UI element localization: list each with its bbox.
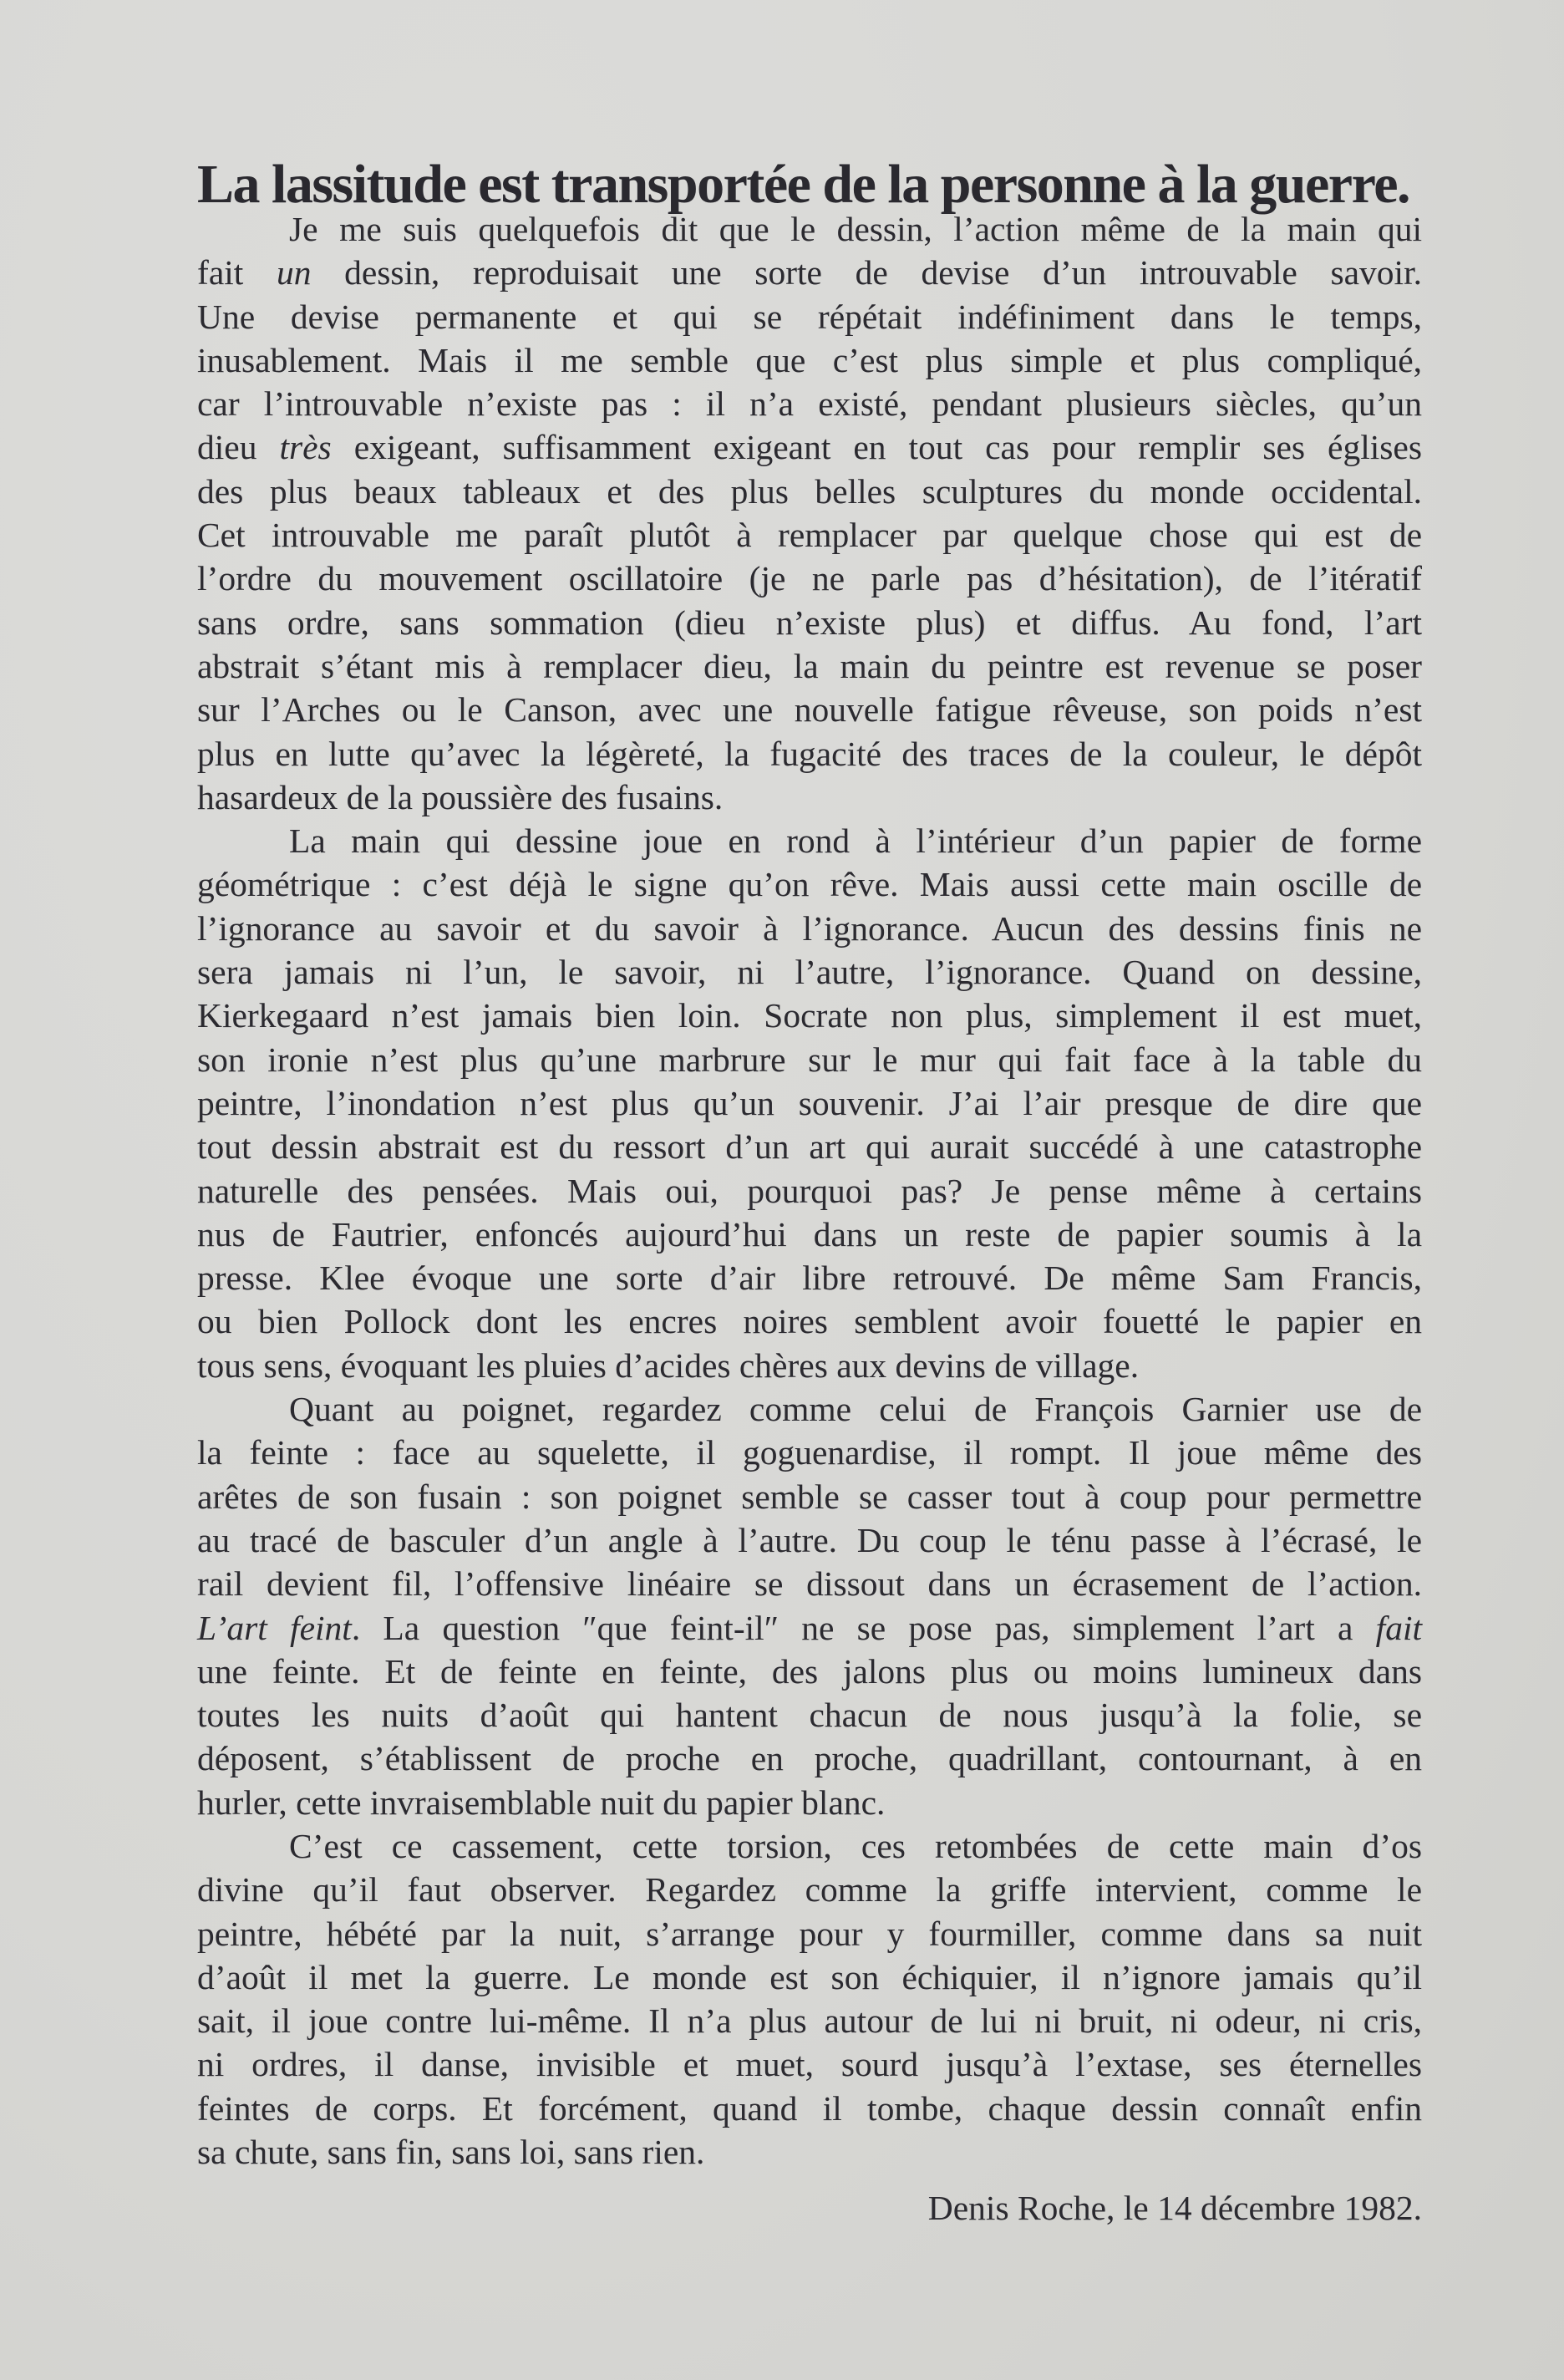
text-line (197, 1737, 1422, 1780)
text-line (197, 2042, 1422, 2086)
text-run: d’août il met la guerre. Le monde est son échiquier, il n’ignore jamais qu’il (197, 1957, 1422, 1996)
text-line (197, 557, 1422, 600)
text-line (197, 1256, 1422, 1299)
text-line (197, 251, 1422, 294)
text-line (197, 1868, 1422, 1911)
text-run: l’ignorance au savoir et du savoir à l’ignorance. Aucun des dessins finis ne (197, 908, 1422, 948)
text-line (197, 1999, 1422, 2042)
text-line (197, 1650, 1422, 1693)
text-run: sa chute, sans fin, sans loi, sans rien. (197, 2133, 705, 2172)
text-line (197, 1431, 1422, 1474)
text-run: sans ordre, sans sommation (dieu n’existe plus) et diffus. Au fond, l’art (197, 603, 1422, 642)
text-run: déposent, s’établissent de proche en proche, quadrillant, contournant, à en (197, 1739, 1422, 1778)
text-line (197, 1387, 1422, 1431)
paragraph (197, 1387, 1422, 1824)
text-line (197, 382, 1422, 425)
text-line (197, 513, 1422, 557)
text-run: Je me suis quelquefois dit que le dessin, l’action même de la main qui (289, 210, 1422, 248)
text-line (197, 994, 1422, 1037)
document-body (197, 207, 1422, 2174)
text-run: dessin, reproduisait une sorte de devise d’un introuvable savoir. (311, 253, 1422, 292)
text-run: une feinte. Et de feinte en feinte, des jalons plus ou moins lumineux dans (197, 1651, 1422, 1691)
text-run: divine qu’il faut observer. Regardez comme la griffe intervient, comme le (197, 1870, 1422, 1910)
text-line (197, 1518, 1422, 1562)
text-run: toutes les nuits d’août qui hantent chacun de nous jusqu’à la folie, se (197, 1696, 1422, 1735)
text-line (197, 338, 1422, 382)
text-run: abstrait s’étant mis à remplacer dieu, la main du peintre est revenue se poser (197, 646, 1422, 685)
text-line (197, 425, 1422, 469)
text-run: ni ordres, il danse, invisible et muet, sourd jusqu’à l’extase, ses éternelles (197, 2045, 1422, 2084)
italic-text-run: fait (1375, 1608, 1423, 1647)
italic-text-run: L’art feint (197, 1608, 352, 1647)
document-title: La lassitude est transportée de la personne à la guerre. (197, 154, 1409, 216)
text-run: inusablement. Mais il me semble que c’est plus simple et plus compliqué, (197, 340, 1422, 379)
text-run: l’ordre du mouvement oscillatoire (je ne parle pas d’hésitation), de l’itératif (197, 559, 1422, 598)
text-run: arêtes de son fusain : son poignet semble se casser tout à coup pour permettre (197, 1477, 1422, 1516)
text-line (197, 1475, 1422, 1518)
text-run: fait (197, 253, 277, 292)
text-run: des plus beaux tableaux et des plus belles sculptures du monde occidental. (197, 471, 1422, 511)
text-line (197, 1912, 1422, 1955)
text-run: hurler, cette invraisemblable nuit du papier blanc. (197, 1782, 886, 1822)
text-line (197, 1781, 1422, 1824)
text-run: Kierkegaard n’est jamais bien loin. Socrate non plus, simplement il est muet, (197, 996, 1422, 1035)
text-run: tout dessin abstrait est du ressort d’un art qui aurait succédé à une catastrophe (197, 1127, 1422, 1167)
italic-text-run: très (279, 428, 332, 467)
text-line (197, 644, 1422, 688)
paragraph (197, 819, 1422, 1387)
text-line (197, 1344, 1422, 1387)
text-line (197, 470, 1422, 513)
text-run: rail devient fil, l’offensive linéaire se dissout dans un écrasement de l’action. (197, 1564, 1422, 1604)
text-run: hasardeux de la poussière des fusains. (197, 777, 724, 816)
text-run: Une devise permanente et qui se répétait indéfiniment dans le temps, (197, 297, 1422, 336)
text-run: sur l’Arches ou le Canson, avec une nouvelle fatigue rêveuse, son poids n’est (197, 690, 1422, 730)
text-run: peintre, hébété par la nuit, s’arrange pour y fourmiller, comme dans sa nuit (197, 1914, 1422, 1953)
text-run: Quant au poignet, regardez comme celui de François Garnier use de (289, 1390, 1422, 1429)
text-run: la feinte : face au squelette, il goguenardise, il rompt. Il joue même des (197, 1433, 1422, 1472)
text-line (197, 776, 1422, 819)
paragraph (197, 207, 1422, 819)
text-line (197, 819, 1422, 862)
text-line (197, 1693, 1422, 1737)
text-run: La main qui dessine joue en rond à l’intérieur d’un papier de forme (289, 821, 1422, 861)
text-line (197, 207, 1422, 251)
text-line (197, 688, 1422, 731)
italic-text-run: un (276, 253, 312, 292)
signature-line: Denis Roche, le 14 décembre 1982. (927, 2189, 1422, 2227)
text-run: feintes de corps. Et forcément, quand il tombe, chaque dessin connaît enfin (197, 2088, 1422, 2128)
text-line (197, 601, 1422, 644)
paragraph (197, 1824, 1422, 2174)
text-run: géométrique : c’est déjà le signe qu’on rêve. Mais aussi cette main oscille de (197, 865, 1422, 904)
text-run: tous sens, évoquant les pluies d’acides chères aux devins de village. (197, 1345, 1140, 1385)
text-line (197, 1299, 1422, 1343)
text-run: presse. Klee évoque une sorte d’air libre retrouvé. De même Sam Francis, (197, 1259, 1422, 1298)
text-run: naturelle des pensées. Mais oui, pourquoi pas? Je pense même à certains (197, 1171, 1422, 1210)
text-run: nus de Fautrier, enfoncés aujourd’hui dans un reste de papier soumis à la (197, 1214, 1422, 1254)
text-line (197, 1038, 1422, 1081)
text-run: . La question ″que feint-il″ ne se pose pas, simplement l’art a (351, 1608, 1376, 1647)
text-run: plus en lutte qu’avec la légèreté, la fugacité des traces de la couleur, le dépôt (197, 734, 1422, 773)
text-line (197, 1606, 1422, 1650)
text-run: peintre, l’inondation n’est plus qu’un souvenir. J’ai l’air presque de dire que (197, 1083, 1422, 1122)
text-run: ou bien Pollock dont les encres noires semblent avoir fouetté le papier en (197, 1302, 1422, 1341)
text-run: son ironie n’est plus qu’une marbrure sur le mur qui fait face à la table du (197, 1040, 1422, 1079)
text-line (197, 1213, 1422, 1256)
text-run: dieu (197, 428, 280, 467)
text-line (197, 1081, 1422, 1125)
text-line (197, 862, 1422, 906)
text-run: Cet introuvable me paraît plutôt à remplacer par quelque chose qui est de (197, 516, 1422, 555)
text-run: au tracé de basculer d’un angle à l’autre. Du coup le ténu passe à l’écrasé, le (197, 1520, 1422, 1559)
text-line (197, 295, 1422, 338)
text-line (197, 1824, 1422, 1868)
text-line (197, 1169, 1422, 1213)
text-line (197, 950, 1422, 994)
text-run: sait, il joue contre lui-même. Il n’a plus autour de lui ni bruit, ni odeur, ni cris, (197, 2001, 1422, 2041)
text-line (197, 1125, 1422, 1168)
text-line (197, 732, 1422, 776)
text-run: C’est ce cassement, cette torsion, ces retombées de cette main d’os (289, 1826, 1422, 1865)
text-run: car l’introuvable n’existe pas : il n’a existé, pendant plusieurs siècles, qu’un (197, 384, 1422, 424)
text-line (197, 1955, 1422, 1999)
text-line (197, 2087, 1422, 2130)
text-run: exigeant, suffisamment exigeant en tout cas pour remplir ses églises (331, 428, 1422, 467)
text-line (197, 1562, 1422, 1605)
text-line (197, 907, 1422, 950)
text-line (197, 2130, 1422, 2174)
text-run: sera jamais ni l’un, le savoir, ni l’autre, l’ignorance. Quand on dessine, (197, 953, 1422, 992)
